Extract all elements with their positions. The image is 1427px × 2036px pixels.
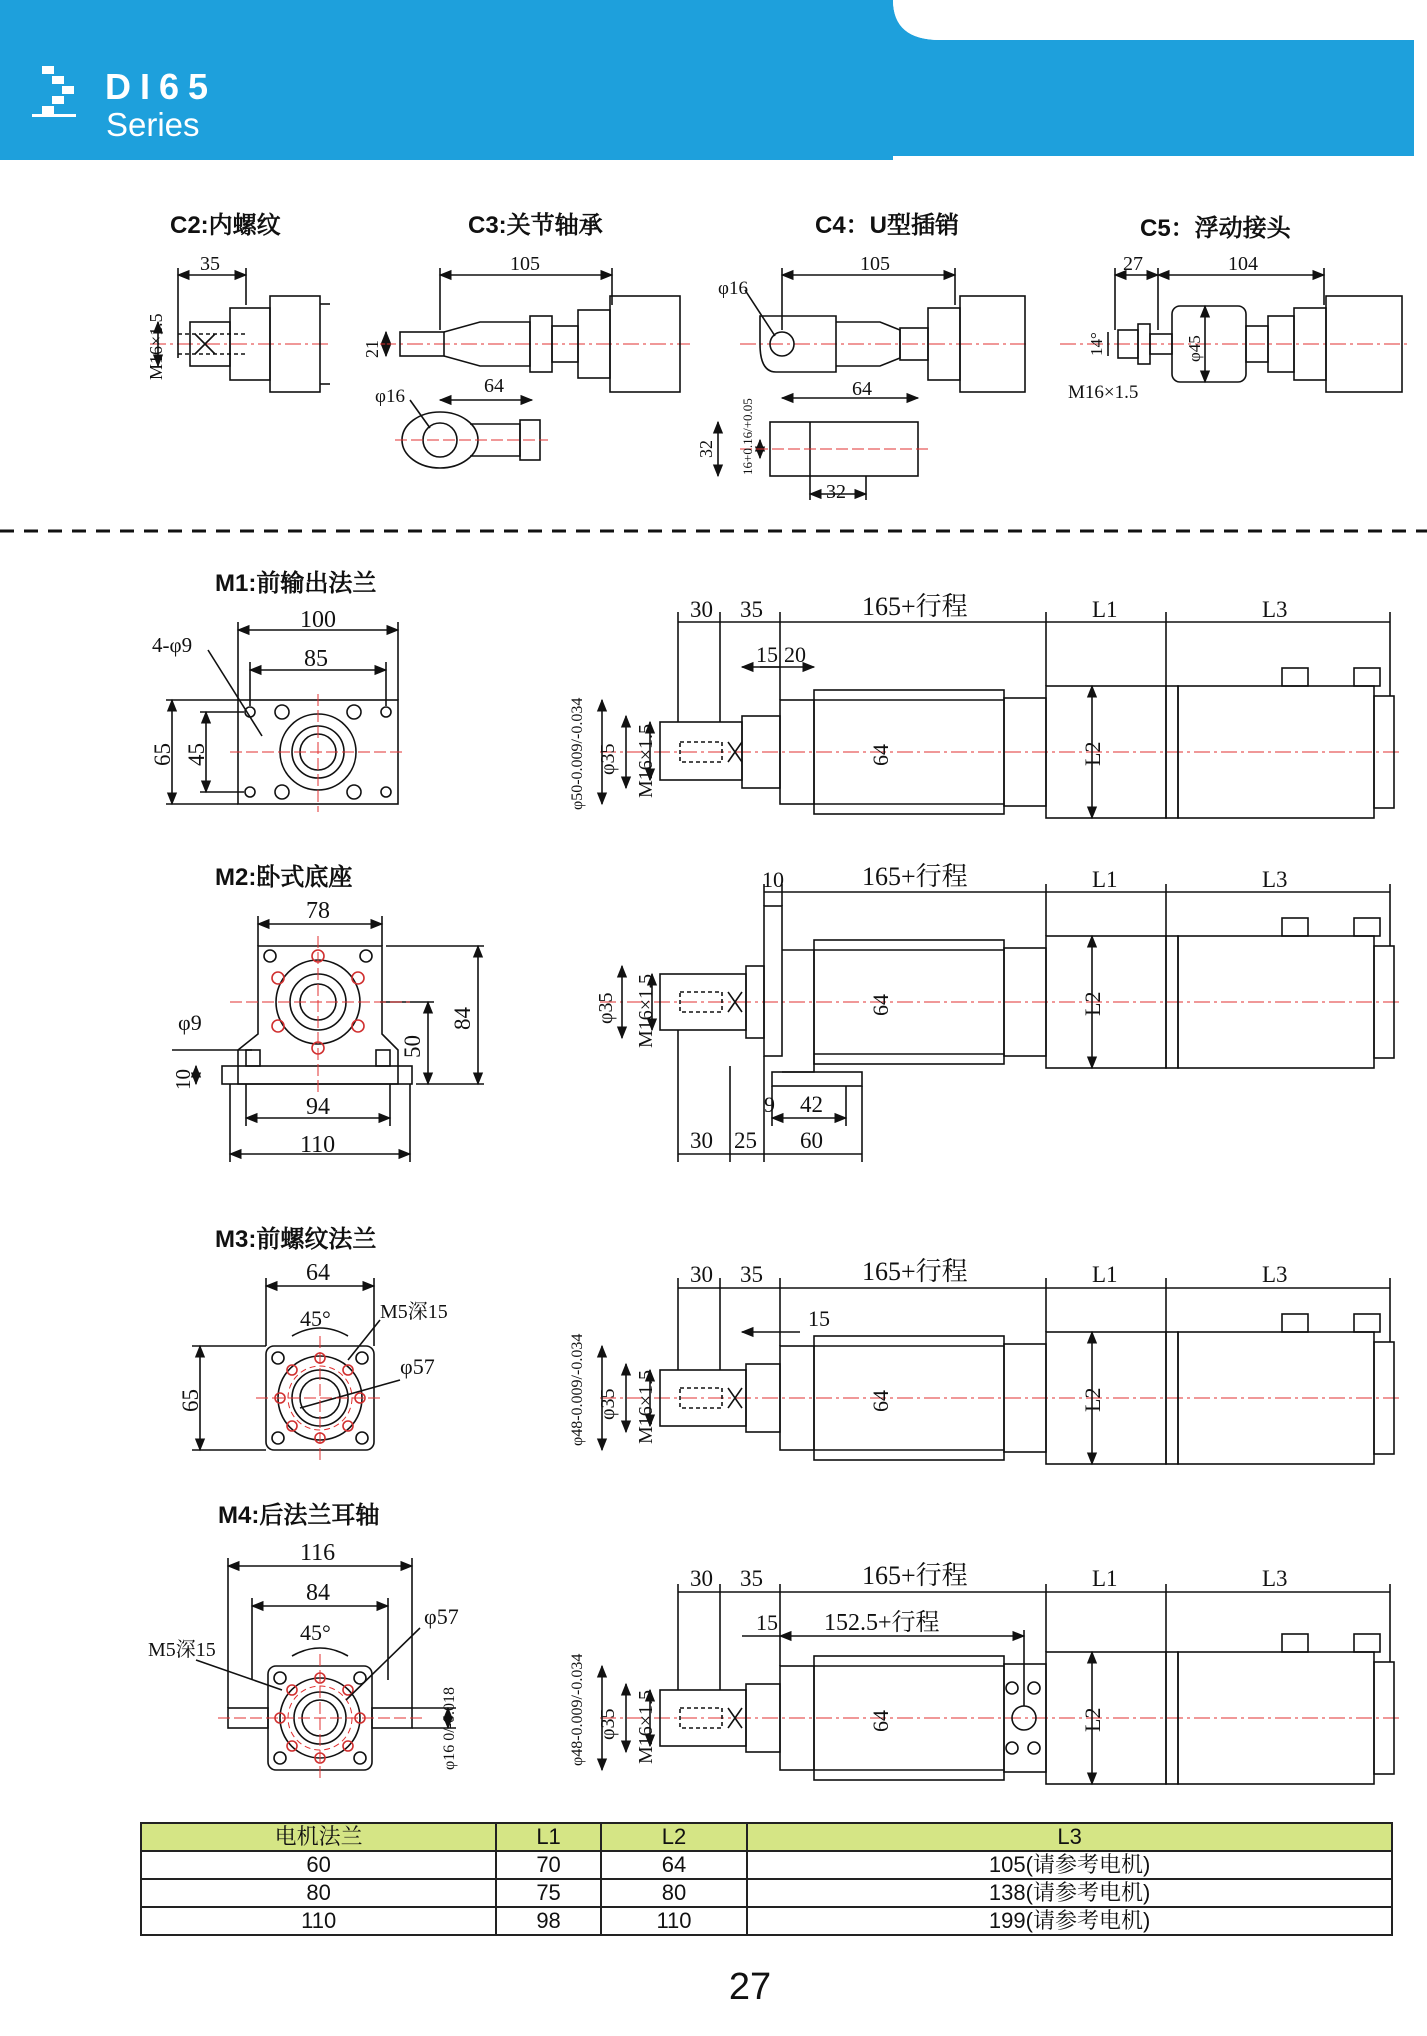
dim-m2-side-d: L3: [1262, 867, 1288, 892]
dim-m4-side-g: 152.5+行程: [824, 1610, 940, 1636]
table-row: [141, 1879, 1392, 1907]
drawing-m3-front: [192, 1278, 400, 1460]
table-cell: 105(请参考电机): [747, 1851, 1392, 1879]
caption-m3: M3:前螺纹法兰: [215, 1226, 377, 1253]
dim-c3-d: 64: [484, 375, 504, 397]
dim-m2-side-b: 165+行程: [862, 862, 968, 891]
dim-m1-side-d: L1: [1092, 597, 1118, 622]
table-cell: 199(请参考电机): [747, 1907, 1392, 1935]
dim-m2-front-f: 94: [306, 1094, 330, 1120]
dim-m3-front-e: 65: [178, 1389, 203, 1412]
dim-m2-front-d: 50: [400, 1035, 425, 1058]
dim-m1-side-e: L3: [1262, 597, 1288, 622]
table-cell: 98: [496, 1907, 601, 1935]
dim-m2-side-a: 10: [762, 867, 784, 892]
dim-m1-side-f: 15: [756, 642, 778, 667]
dim-c3-c: φ16: [375, 386, 405, 407]
drawing-m1-side: [600, 612, 1400, 818]
dim-m3-side-f: 15: [808, 1306, 830, 1331]
caption-m4: M4:后法兰耳轴: [218, 1502, 380, 1529]
drawing-m2-front: [172, 916, 484, 1162]
dim-m3-front-c: M5深15: [380, 1301, 448, 1323]
dim-m3-side-d: L1: [1092, 1262, 1118, 1287]
dim-m4-front-a: 116: [300, 1540, 336, 1566]
table-cell: 80: [141, 1879, 496, 1907]
dim-m4-side-k: 64: [868, 1710, 893, 1732]
dim-m4-front-e: M5深15: [148, 1639, 216, 1661]
dim-m2-side-e: φ35: [595, 992, 617, 1024]
dim-m2-side-k: 30: [690, 1128, 713, 1153]
dim-m3-side-k: L2: [1080, 1387, 1105, 1412]
dim-m4-front-c: 45°: [300, 1620, 331, 1645]
caption-c5: C5：浮动接头: [1140, 215, 1291, 242]
dim-m2-side-f: M16×1.5: [635, 973, 657, 1048]
dim-m1-front-a: 100: [300, 607, 336, 633]
table-header: 电机法兰: [141, 1823, 496, 1851]
dim-m4-side-i: φ35: [597, 1708, 619, 1740]
dim-c4-a: φ16: [718, 278, 748, 299]
drawing-c3: [380, 268, 690, 468]
dim-c2-a: 35: [200, 253, 220, 275]
caption-c3: C3:关节轴承: [468, 212, 603, 239]
dim-m1-side-c: 165+行程: [862, 592, 968, 621]
table-cell: 60: [141, 1851, 496, 1879]
dim-m1-side-h: φ50-0.009/-0.034: [569, 697, 586, 810]
dim-c4-c: 64: [852, 378, 872, 400]
dim-m2-front-g: 110: [300, 1132, 336, 1158]
dim-m4-side-h: φ48-0.009/-0.034: [569, 1653, 586, 1766]
drawing-m4-side: [600, 1584, 1400, 1784]
dim-m1-side-a: 30: [690, 597, 713, 622]
dim-m1-side-b: 35: [740, 597, 763, 622]
dim-m4-side-f: 15: [756, 1610, 778, 1635]
dim-m2-front-b: φ9: [178, 1010, 202, 1035]
dim-c4-e: 16+0.16/+0.05: [740, 398, 755, 475]
dim-m3-side-a: 30: [690, 1262, 713, 1287]
dim-c5-a: 27: [1123, 253, 1143, 275]
dim-m1-side-i: φ35: [597, 743, 619, 775]
dim-m1-front-c: 85: [304, 646, 328, 672]
drawing-m2-side: [600, 884, 1400, 1162]
dim-m2-side-j: 42: [800, 1092, 823, 1117]
dim-c5-c: 14°: [1087, 332, 1106, 356]
drawing-m1-front: [166, 622, 406, 812]
table-cell: 138(请参考电机): [747, 1879, 1392, 1907]
dim-m4-side-l: L2: [1080, 1707, 1105, 1732]
dim-m3-side-j: 64: [868, 1390, 893, 1412]
dim-m4-side-b: 35: [740, 1566, 763, 1591]
dim-m4-side-a: 30: [690, 1566, 713, 1591]
drawing-c2: [150, 268, 330, 392]
dim-c5-d: φ45: [1185, 335, 1204, 362]
dim-m4-side-j: M16×1.5: [635, 1689, 657, 1764]
dim-c5-e: M16×1.5: [1068, 382, 1139, 403]
caption-c4: C4：U型插销: [815, 212, 960, 239]
dim-m2-front-a: 78: [306, 898, 330, 924]
dim-m2-side-l: 25: [734, 1128, 757, 1153]
dim-m2-front-e: 10: [171, 1069, 195, 1090]
table-header: L1: [496, 1823, 601, 1851]
dim-m4-side-d: L1: [1092, 1566, 1118, 1591]
dim-m2-side-m: 60: [800, 1128, 823, 1153]
dim-c3-a: 105: [510, 253, 540, 275]
series-title: DI65: [105, 66, 218, 107]
dim-m3-side-g: φ48-0.009/-0.034: [569, 1333, 586, 1446]
dim-m3-side-b: 35: [740, 1262, 763, 1287]
dim-m2-side-c: L1: [1092, 867, 1118, 892]
page-number: 27: [728, 1966, 772, 2008]
dim-m2-side-g: 64: [868, 994, 893, 1016]
dim-m1-side-k: 64: [868, 744, 893, 766]
dim-m1-front-d: 65: [150, 743, 175, 766]
caption-c2: C2:内螺纹: [170, 212, 281, 239]
table-cell: 64: [601, 1851, 747, 1879]
table-header: L2: [601, 1823, 747, 1851]
dim-m4-side-c: 165+行程: [862, 1561, 968, 1590]
dim-c4-d: 32: [696, 440, 716, 458]
dim-m3-side-e: L3: [1262, 1262, 1288, 1287]
dim-m3-side-c: 165+行程: [862, 1257, 968, 1286]
dim-m1-front-b: 4-φ9: [152, 633, 193, 657]
series-subtitle: Series: [106, 106, 200, 143]
caption-m2: M2:卧式底座: [215, 864, 353, 891]
dim-m4-front-f: φ16 0/-0.018: [441, 1686, 458, 1770]
dim-m1-side-l: L2: [1080, 741, 1105, 766]
dim-m1-side-g: 20: [784, 642, 806, 667]
dim-c4-f: 32: [826, 481, 846, 503]
table-header: L3: [747, 1823, 1392, 1851]
drawing-c5: [1060, 268, 1410, 392]
dim-m2-side-h: L2: [1080, 991, 1105, 1016]
table-cell: 110: [141, 1907, 496, 1935]
table-cell: 110: [601, 1907, 747, 1935]
table-cell: 70: [496, 1851, 601, 1879]
dim-m4-front-b: 84: [306, 1580, 330, 1606]
dim-c4-b: 105: [860, 253, 890, 275]
table-row: [141, 1851, 1392, 1879]
dim-c5-b: 104: [1228, 253, 1258, 275]
dim-m3-front-b: 45°: [300, 1306, 331, 1331]
motor-flange-table: [140, 1822, 1393, 1936]
dim-m2-front-c: 84: [450, 1007, 475, 1030]
dim-m4-side-e: L3: [1262, 1566, 1288, 1591]
dim-m3-front-d: φ57: [400, 1354, 435, 1379]
table-cell: 80: [601, 1879, 747, 1907]
drawing-m3-side: [600, 1278, 1400, 1464]
dim-m1-front-e: 45: [184, 743, 209, 766]
dim-c2-thread: M16×1.5: [146, 313, 166, 380]
dim-m3-front-a: 64: [306, 1260, 330, 1286]
table-row: [141, 1907, 1392, 1935]
dim-m3-side-i: M16×1.5: [635, 1369, 657, 1444]
caption-m1: M1:前输出法兰: [215, 570, 377, 597]
table-header-row: [141, 1823, 1392, 1851]
dim-m2-side-i: 9: [764, 1092, 775, 1117]
dim-m4-front-d: φ57: [424, 1604, 459, 1629]
drawing-c4: [718, 268, 1030, 500]
table-cell: 75: [496, 1879, 601, 1907]
dim-c3-b: 21: [362, 340, 382, 358]
dim-m3-side-h: φ35: [597, 1388, 619, 1420]
dim-m1-side-j: M16×1.5: [635, 723, 657, 798]
